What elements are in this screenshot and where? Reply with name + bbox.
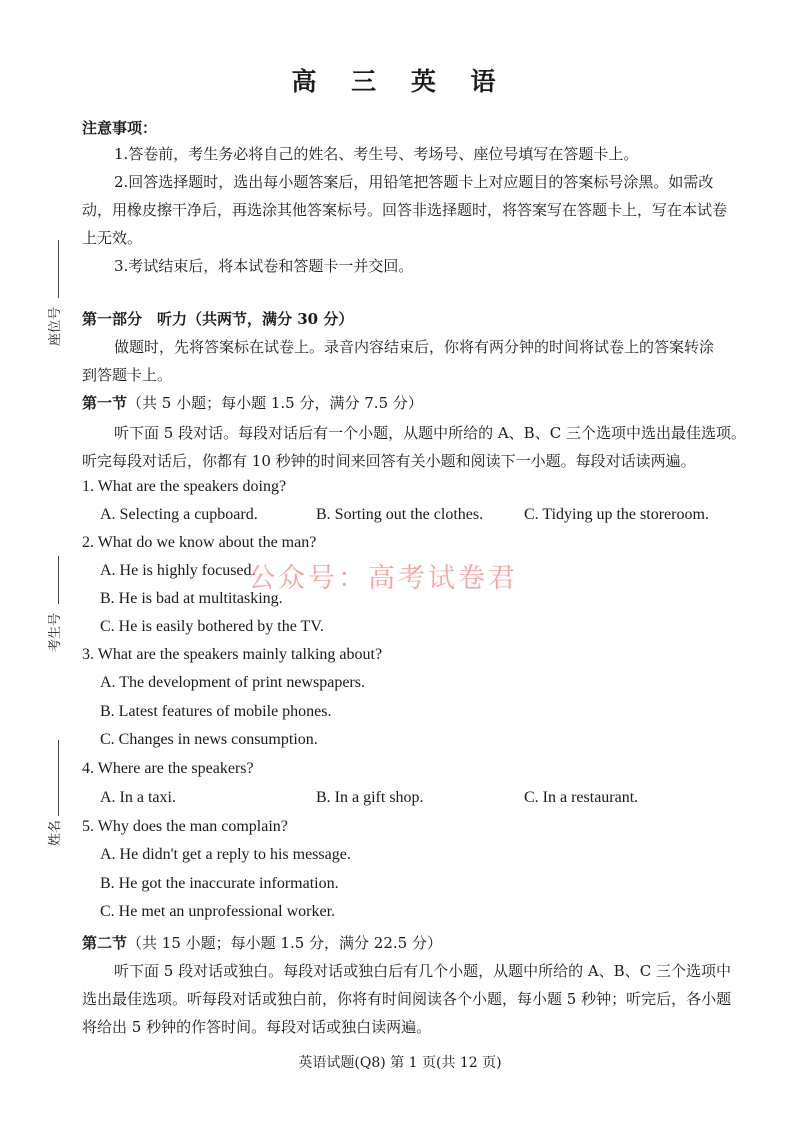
notice-item: 3.考试结束后，将本试卷和答题卡一并交回。 bbox=[114, 257, 414, 275]
notice-item: 上无效。 bbox=[82, 229, 143, 247]
question-option: A. In a taxi. bbox=[100, 789, 176, 806]
seat-number-label: 座位号 bbox=[48, 306, 63, 346]
part1-intro: 到答题卡上。 bbox=[82, 366, 173, 384]
section1-heading-row bbox=[82, 392, 423, 413]
question-stem: 1. What are the speakers doing? bbox=[82, 478, 287, 495]
notice-item: 动，用橡皮擦干净后，再选涂其他答案标号。回答非选择题时，将答案写在答题卡上，写在本试卷 bbox=[82, 201, 728, 219]
question-option: B. He is bad at multitasking. bbox=[100, 590, 283, 607]
section1-heading: 第一节 bbox=[82, 394, 128, 412]
section1-intro: 听完每段对话后，你都有 10 秒钟的时间来回答有关小题和阅读下一小题。每段对话读两遍。 bbox=[82, 452, 696, 470]
section2-intro: 听下面 5 段对话或独白。每段对话或独白后有几个小题，从题中所给的 A、B、C 三个选项中 bbox=[114, 962, 731, 980]
question-stem: 2. What do we know about the man? bbox=[82, 534, 317, 551]
question-option: B. Latest features of mobile phones. bbox=[100, 703, 332, 720]
question-option: A. The development of print newspapers. bbox=[100, 674, 365, 691]
name-line bbox=[58, 740, 59, 816]
question-stem: 3. What are the speakers mainly talking about? bbox=[82, 646, 383, 663]
part1-intro: 做题时，先将答案标在试卷上。录音内容结束后，你将有两分钟的时间将试卷上的答案转涂 bbox=[114, 338, 715, 356]
section2-intro: 将给出 5 秒钟的作答时间。每段对话或独白读两遍。 bbox=[82, 1018, 432, 1036]
question-stem: 4. Where are the speakers? bbox=[82, 760, 254, 777]
notice-item: 1.答卷前，考生务必将自己的姓名、考生号、考场号、座位号填写在答题卡上。 bbox=[114, 145, 639, 163]
question-option: A. He is highly focused. bbox=[100, 562, 256, 579]
question-option: A. He didn't get a reply to his message. bbox=[100, 846, 351, 863]
seat-number-line bbox=[58, 240, 59, 298]
question-option: A. Selecting a cupboard. bbox=[100, 506, 258, 523]
question-option: C. Changes in news consumption. bbox=[100, 731, 318, 748]
page-footer: 英语试题(Q8) 第 1 页(共 12 页) bbox=[298, 1055, 502, 1071]
exam-number-line bbox=[58, 556, 59, 604]
section2-heading-row bbox=[82, 932, 442, 953]
page-title: 高 三 英 语 bbox=[291, 67, 509, 96]
question-option: B. Sorting out the clothes. bbox=[316, 506, 484, 523]
part1-heading: 第一部分 听力（共两节，满分 30 分） bbox=[82, 310, 354, 328]
exam-number-label: 考生号 bbox=[48, 612, 63, 652]
question-option: C. He is easily bothered by the TV. bbox=[100, 618, 324, 635]
section2-intro: 选出最佳选项。听每段对话或独白前，你将有时间阅读各个小题，每小题 5 秒钟；听完后，各小题 bbox=[82, 990, 732, 1008]
watermark: 公众号：高考试卷君 bbox=[248, 563, 518, 594]
notice-item: 2.回答选择题时，选出每小题答案后，用铅笔把答题卡上对应题目的答案标号涂黑。如需改 bbox=[114, 173, 714, 191]
question-option: B. In a gift shop. bbox=[316, 789, 424, 806]
name-label: 姓名 bbox=[48, 819, 63, 846]
section1-intro: 听下面 5 段对话。每段对话后有一个小题，从题中所给的 A、B、C 三个选项中选出最佳选项。 bbox=[114, 424, 746, 442]
question-option: C. He met an unprofessional worker. bbox=[100, 903, 336, 920]
section1-heading-note: （共 5 小题；每小题 1.5 分，满分 7.5 分） bbox=[127, 394, 423, 412]
section2-heading: 第二节 bbox=[82, 934, 128, 952]
question-stem: 5. Why does the man complain? bbox=[82, 818, 288, 835]
section2-heading-note: （共 15 小题；每小题 1.5 分，满分 22.5 分） bbox=[127, 934, 442, 952]
notice-heading: 注意事项： bbox=[82, 119, 158, 137]
question-option: C. Tidying up the storeroom. bbox=[524, 506, 709, 523]
question-option: B. He got the inaccurate information. bbox=[100, 875, 339, 892]
question-option: C. In a restaurant. bbox=[524, 789, 639, 806]
